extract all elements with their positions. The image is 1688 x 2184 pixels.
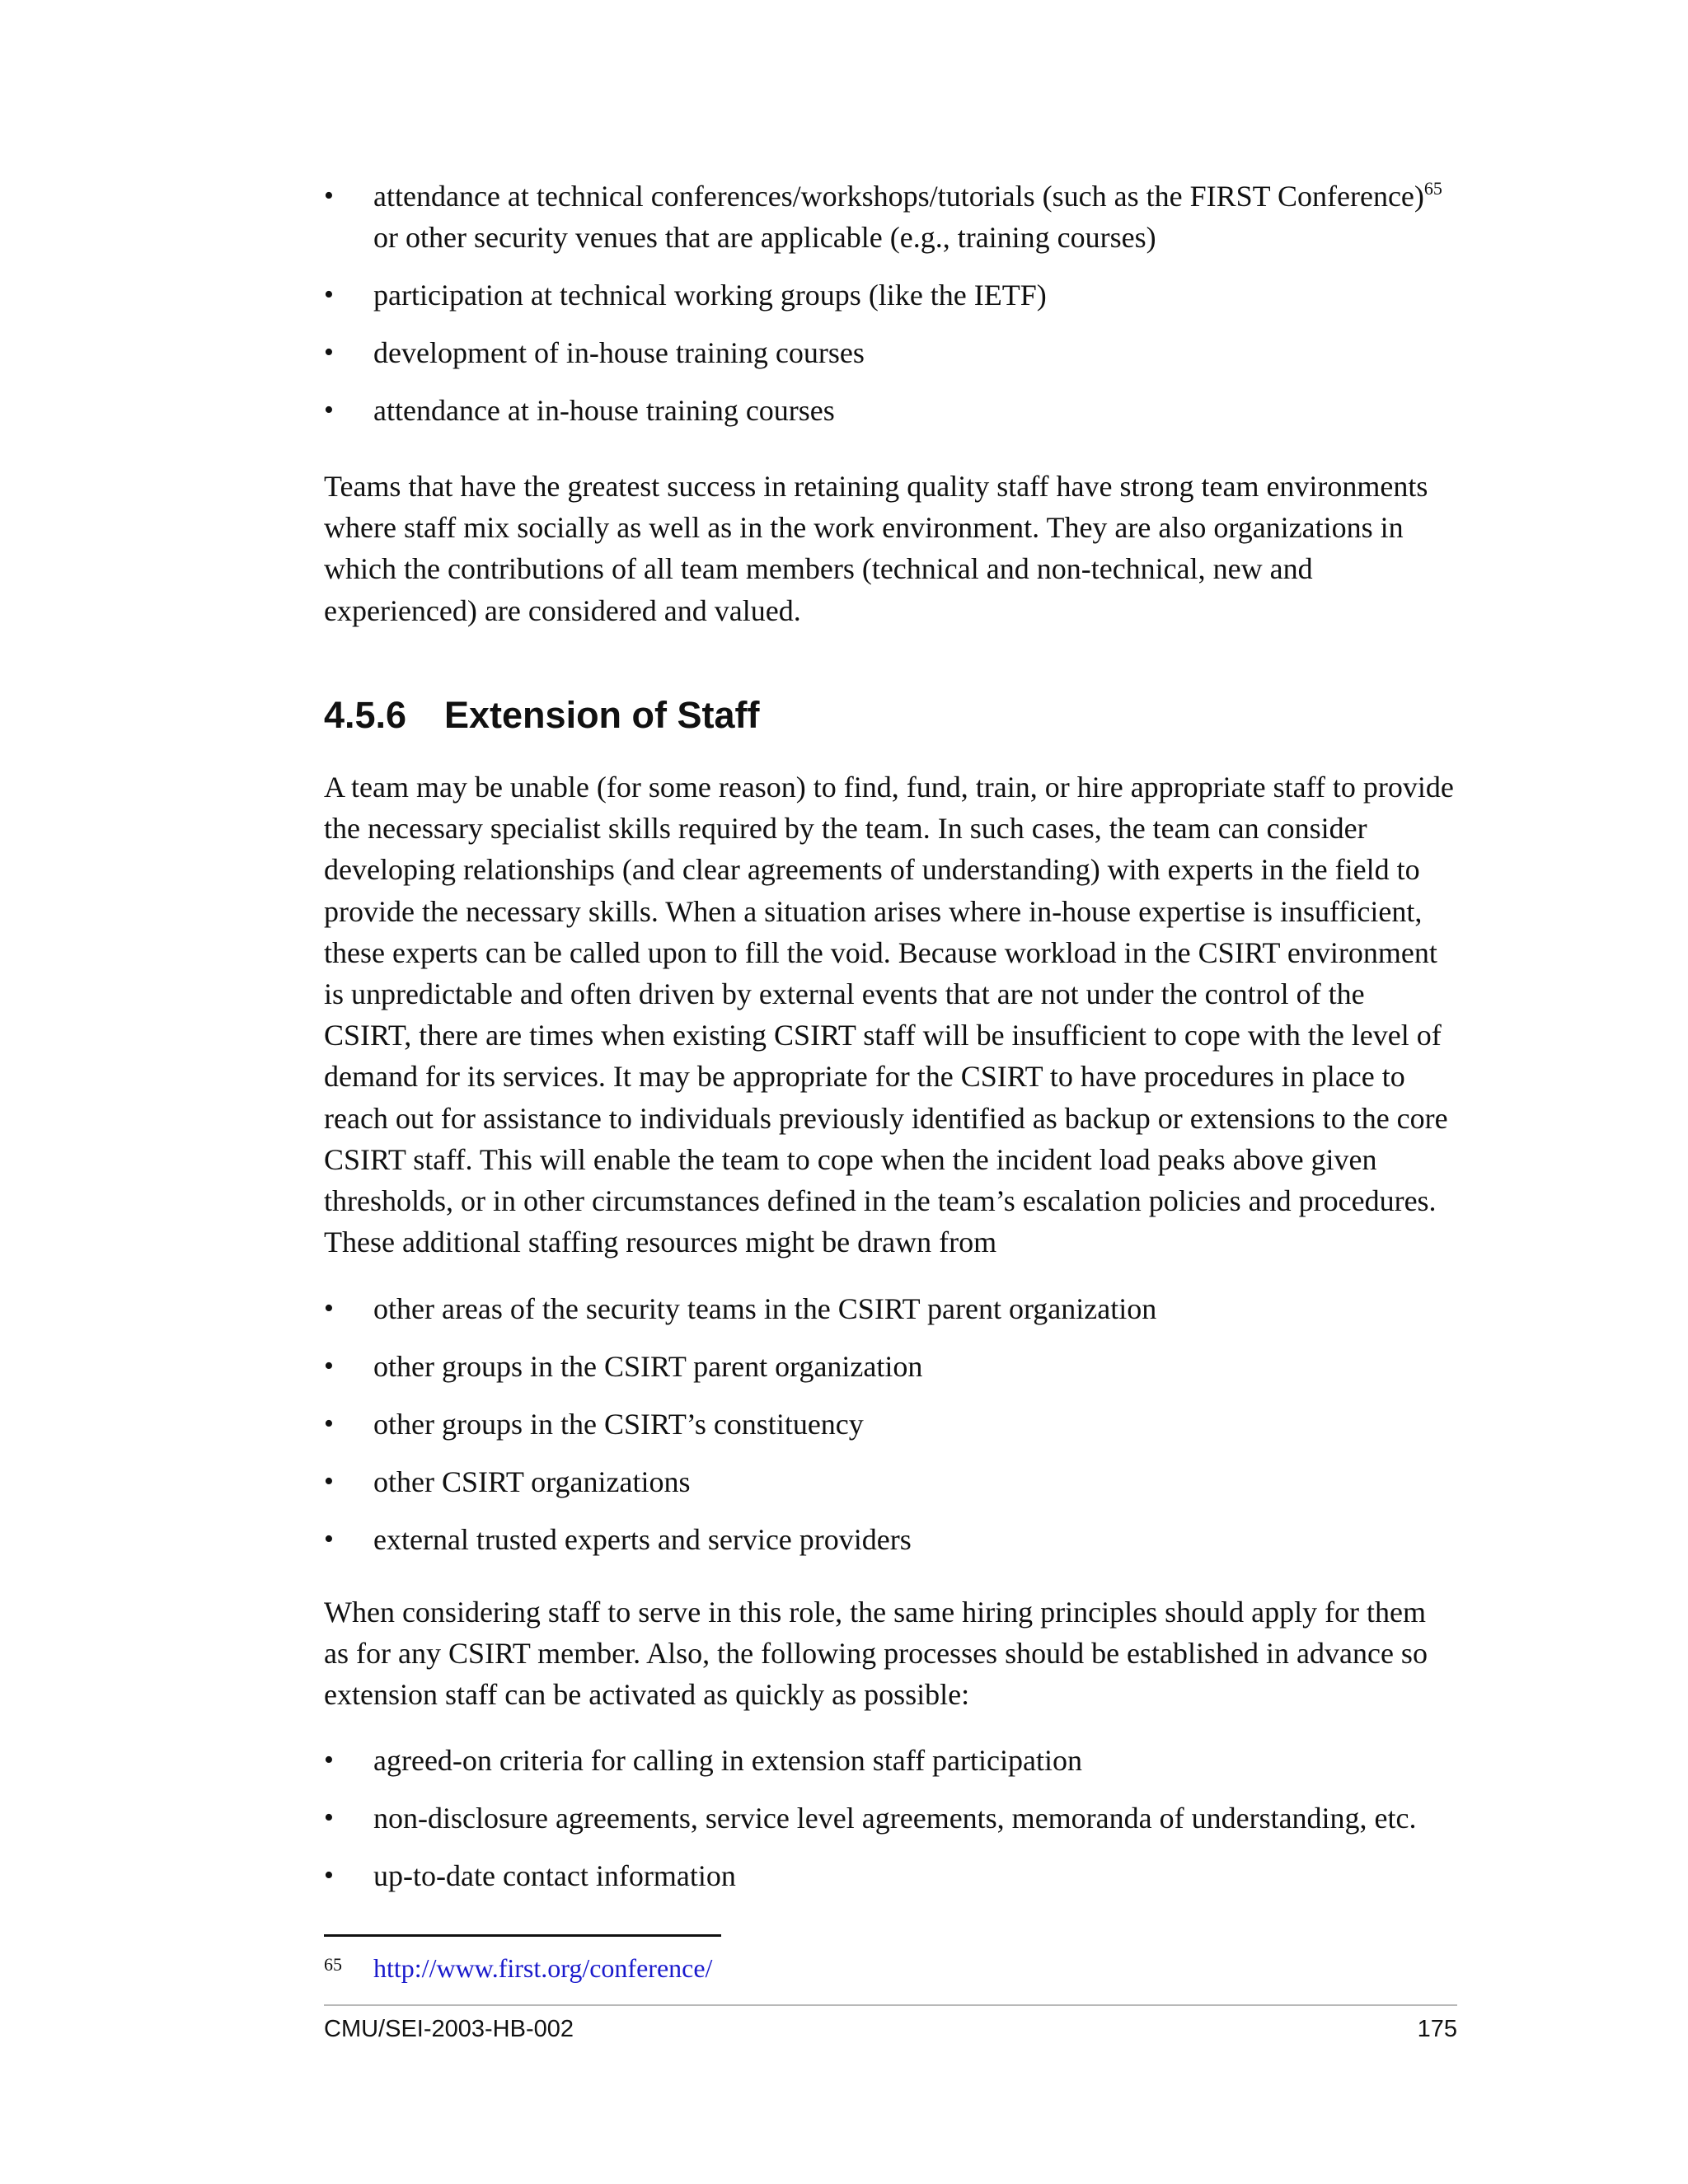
list-item (324, 1404, 1457, 1445)
bullet-glyph: • (324, 1802, 334, 1833)
hiring-paragraph: When considering staff to serve in this role, the same hiring principles should apply for them as for any CSIRT member. Also, the following processes should be established in advance so extension staff can be activated as quickly as possible: (324, 1596, 1428, 1712)
bullet-glyph: • (324, 1351, 334, 1381)
list-item (324, 1855, 1457, 1896)
list-item (324, 1288, 1457, 1329)
list-item-text: or other security venues that are applicable (e.g., training courses) (373, 221, 1156, 254)
list-item-text: participation at technical working groups (like the IETF) (373, 279, 1047, 312)
list-item-text: other groups in the CSIRT’s constituency (373, 1408, 864, 1441)
footer-divider (324, 2004, 1457, 2006)
list-item (324, 1740, 1457, 1781)
bullet-glyph: • (324, 1860, 334, 1891)
list-item (324, 1797, 1457, 1839)
footnote-mark: 65 (324, 1954, 342, 1975)
bullet-glyph: • (324, 180, 334, 211)
list-item (324, 176, 1457, 258)
bullet-glyph: • (324, 1745, 334, 1775)
list-item-text: external trusted experts and service providers (373, 1523, 912, 1556)
section-number: 4.5.6 (324, 694, 407, 736)
processes-list (324, 1740, 1457, 1913)
list-item (324, 332, 1457, 373)
list-item-text: agreed-on criteria for calling in extension staff participation (373, 1744, 1082, 1777)
list-item (324, 1519, 1457, 1560)
bullet-glyph: • (324, 1466, 334, 1497)
bullet-glyph: • (324, 395, 334, 425)
training-activities-list (324, 176, 1457, 448)
bullet-glyph: • (324, 1293, 334, 1324)
list-item-text: other CSIRT organizations (373, 1465, 691, 1498)
bullet-glyph: • (324, 337, 334, 368)
document-id: CMU/SEI-2003-HB-002 (324, 2016, 574, 2042)
bullet-glyph: • (324, 279, 334, 310)
extension-paragraph: A team may be unable (for some reason) to find, fund, train, or hire appropriate staff to provide the necessary specialist skills required by the team. In such cases, the team can consider developing relationships (and clear agreements of understanding) with experts in the field to provide the necessary skills. When a situation arises where in-house expertise is insufficient, these experts can be called upon to fill the void. Because workload in the CSIRT environment is unpredictable and often driven by external events that are not under the control of the CSIRT, there are times when existing CSIRT staff will be insufficient to cope with the level of demand for its services. It may be appropriate for the CSIRT to have procedures in place to reach out for assistance to individuals previously identified as backup or extensions to the core CSIRT staff. This will enable the team to cope when the incident load peaks above given thresholds, or in other circumstances defined in the team’s escalation policies and procedures. These additional staffing resources might be drawn from (324, 771, 1454, 1259)
section-title: Extension of Staff (444, 694, 760, 736)
footnote-reference[interactable]: 65 (1423, 178, 1442, 199)
bullet-glyph: • (324, 1408, 334, 1439)
list-item-text: non-disclosure agreements, service level agreements, memoranda of understanding, etc. (373, 1802, 1417, 1835)
list-item-text: attendance at technical conferences/workshops/tutorials (such as the FIRST Conference) (373, 180, 1424, 213)
list-item-text: development of in-house training courses (373, 336, 865, 369)
list-item-text: attendance at in-house training courses (373, 394, 835, 427)
list-item-text: up-to-date contact information (373, 1859, 736, 1892)
footnote-link[interactable]: http://www.first.org/conference/ (373, 1953, 713, 1983)
bullet-glyph: • (324, 1524, 334, 1554)
list-item (324, 390, 1457, 431)
page-number: 175 (1417, 2016, 1457, 2042)
footnote-divider (324, 1934, 721, 1937)
section-heading (324, 694, 760, 737)
retention-paragraph: Teams that have the greatest success in retaining quality staff have strong team environments where staff mix socially as well as in the work environment. They are also organizations in which the contributions of all team members (technical and non-technical, new and experienced) are considered and valued. (324, 470, 1428, 627)
list-item (324, 274, 1457, 316)
list-item (324, 1461, 1457, 1502)
list-item-text: other groups in the CSIRT parent organization (373, 1350, 923, 1383)
staffing-sources-list (324, 1288, 1457, 1577)
list-item (324, 1346, 1457, 1387)
list-item-text: other areas of the security teams in the CSIRT parent organization (373, 1292, 1157, 1325)
